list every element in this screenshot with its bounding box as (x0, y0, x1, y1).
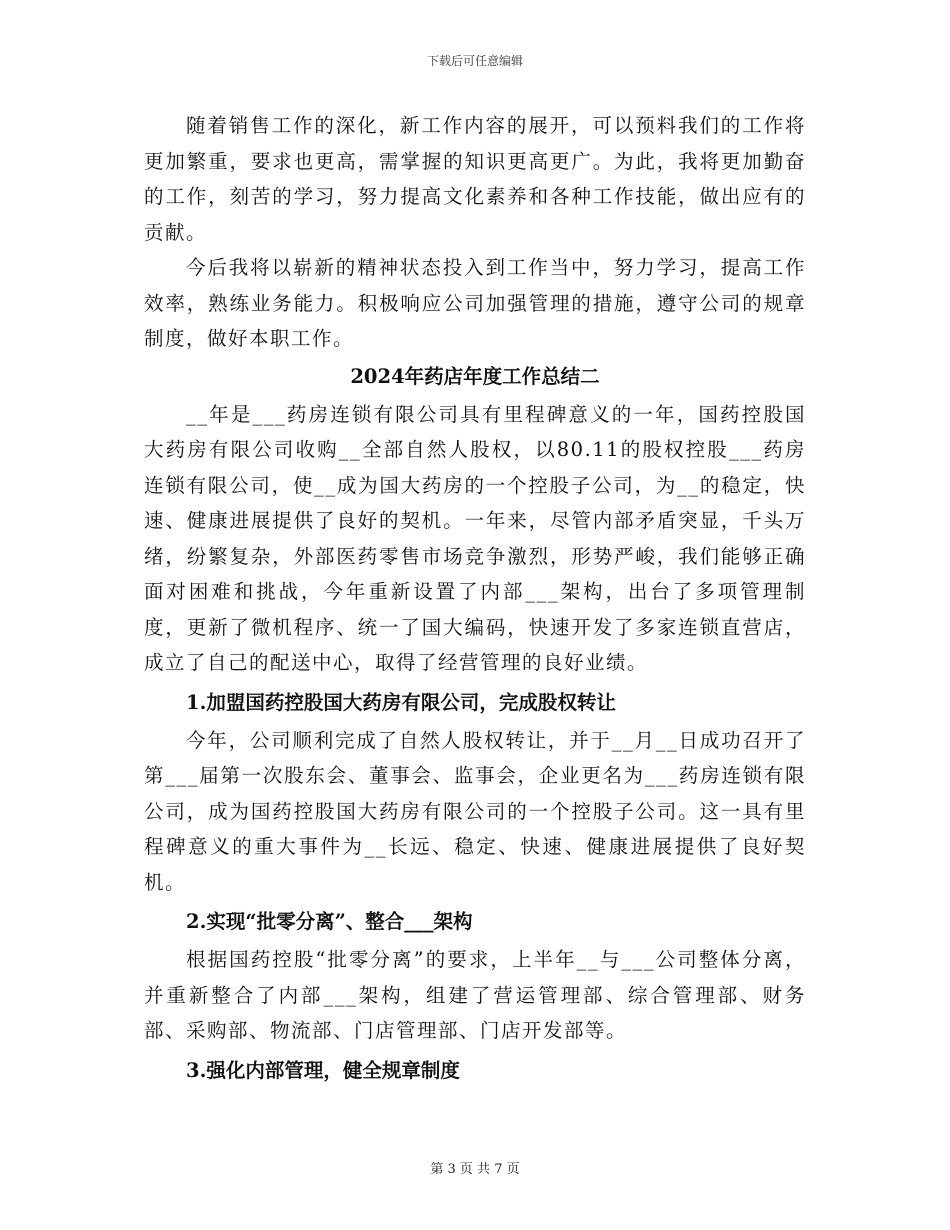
page-footer: 第 3 页 共 7 页 (430, 1162, 520, 1177)
page-header: 下载后可任意编辑 (426, 54, 523, 68)
paragraph: 随着销售工作的深化，新工作内容的展开，可以预料我们的工作将更加繁重，要求也更高，需掌握的知识更高更广。为此，我将更加勤奋的工作，刻苦的学习，努力提高文化素养和各种工作技能，做出应有的贡献。 (144, 114, 806, 244)
section-title: 2024年药店年度工作总结二 (350, 364, 600, 388)
document-body (144, 108, 806, 1091)
section-heading: 2.实现“批零分离”、整合___架构 (186, 910, 473, 933)
paragraph: 今年，公司顺利完成了自然人股权转让，并于__月__日成功召开了第___届第一次股东会、董事会、监事会，企业更名为___药房连锁有限公司，成为国药控股国大药房有限公司的一个控股子公司。这一具有里程碑意义的重大事件为__长远、稳定、快速、健康进展提供了良好契机。 (144, 728, 806, 894)
section-heading: 1.加盟国药控股国大药房有限公司，完成股权转让 (186, 690, 616, 714)
intro-paragraph: __年是___药房连锁有限公司具有里程碑意义的一年，国药控股国大药房有限公司收购__全部自然人股权，以80.11的股权控股___药房连锁有限公司，使__成为国大药房的一个控股子公司，为__的稳定，快速、健康进展提供了良好的契机。一年来，尽管内部矛盾突显，千头万绪，纷繁复杂，外部医药零售市场竞争激烈，形势严峻，我们能够正确面对困难和挑战，今年重新设置了内部___架构，出台了多项管理制度，更新了微机程序、统一了国大编码，快速开发了多家连锁直营店，成立了自己的配送中心，取得了经营管理的良好业绩。 (144, 402, 806, 674)
section-heading: 3.强化内部管理，健全规章制度 (186, 1058, 460, 1082)
paragraph: 今后我将以崭新的精神状态投入到工作当中，努力学习，提高工作效率，熟练业务能力。积极响应公司加强管理的措施，遵守公司的规章制度，做好本职工作。 (144, 256, 806, 350)
paragraph: 根据国药控股“批零分离”的要求，上半年__与___公司整体分离，并重新整合了内部___架构，组建了营运管理部、综合管理部、财务部、采购部、物流部、门店管理部、门店开发部等。 (144, 948, 806, 1042)
